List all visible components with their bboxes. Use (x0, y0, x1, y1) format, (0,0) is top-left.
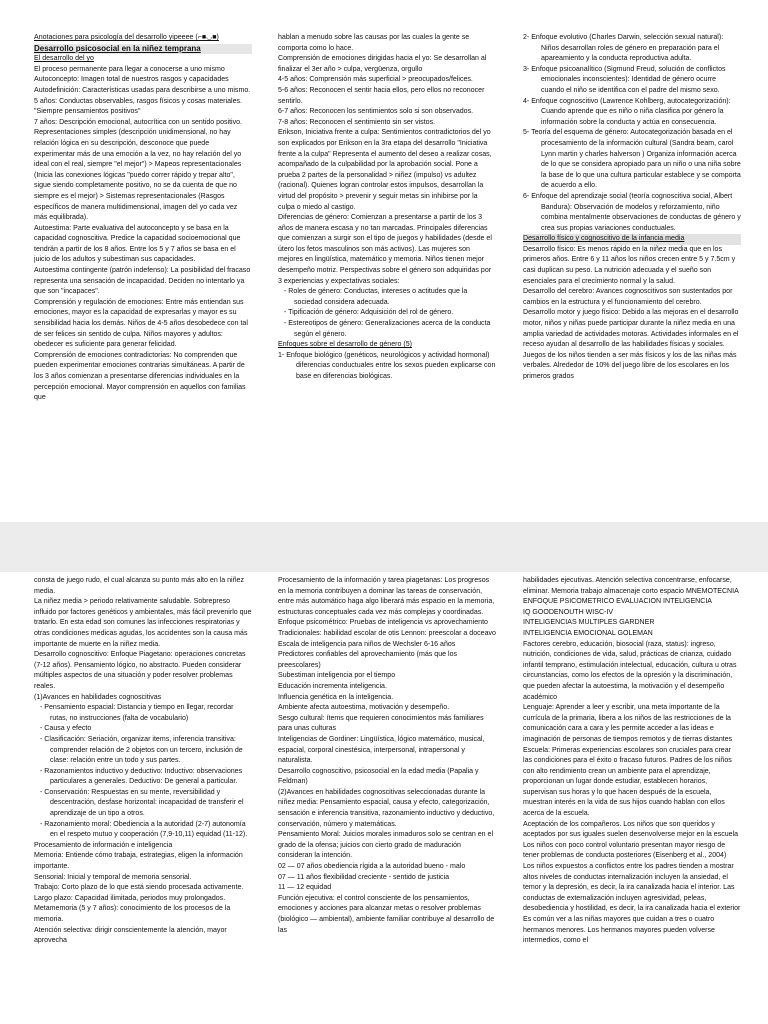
paragraph: INTELIGENCIAS MULTIPLES GARDNER (523, 619, 655, 627)
paragraph: 7-8 años: Reconocen el sentimiento sin ser vistos. (278, 118, 436, 126)
paragraph: Autoestima: Parte evaluativa del autoconcepto y se basa en la capacidad cognoscitiva. Predice la capacidad socioemocional que tendrán a partir de los 8 años. Entre los 5 y 7 años se basa en el juicio de los adultos y subestiman sus capacidades. (34, 224, 241, 264)
paragraph: Desarrollo físico y cognoscitivo de la infancia media (523, 234, 741, 245)
paragraph: Aceptación de los compañeros. Los niños que son queridos y aceptados por sus iguales suelen desenvolverse mejor en la escuela (523, 820, 739, 839)
paragraph: - Clasificación: Seriación, organizar items, inferencia transitiva: comprender relación de 2 objetos con un tercero, inclusión de clase: relación entre un todo y sus partes. (40, 735, 243, 765)
paragraph: 2- Enfoque evolutivo (Charles Darwin, selección sexual natural): Niños desarrollan roles de género en preparación para el apareamiento y la conducta reproductiva adulta. (523, 34, 724, 63)
paragraph: Influencia genética en la inteligencia. (278, 693, 394, 701)
paragraph: 07 — 11 años flexibilidad creciente - sentido de justicia (278, 873, 450, 881)
paragraph: 6-7 años: Reconocen los sentimientos solo si son observados. (278, 108, 474, 116)
paragraph: 11 — 12 equidad (278, 884, 332, 892)
paragraph: 4- Enfoque cognoscitivo (Lawrence Kohlberg, autocategorización): Cuando aprende que es niño o niña clasifica por género la información sobre la conducta y actúa en consecuencia. (523, 97, 731, 126)
paragraph: consta de juego rudo, el cual alcanza su punto más alto en la niñez media. (34, 577, 244, 595)
paragraph: El desarrollo del yo (34, 55, 94, 63)
paragraph: 5 años: Conductas observables, rasgos físicos y cosas materiales. "Siempre pensamientos positivos" (34, 97, 242, 116)
paragraph: Comprensión de emociones dirigidas hacia el yo: Se desarrollan al finalizar el 3er año > culpa, vergüenza, orgullo (278, 55, 487, 73)
paragraph: Largo plazo: Capacidad ilimitada, periodos muy prolongados. (34, 894, 226, 902)
paragraph: Comprensión y regulación de emociones: Entre más entiendan sus emociones, mayor es la capacidad de expresarlas y mayor es su sensibilidad hacia los demás. Niños de 4-5 años desobedece con tal de ser felices sin sentido de culpa. Niños mayores y adultos: obedecer es suficiente para generar felicidad. (34, 298, 248, 349)
paragraph: La niñez media > periodo relativamente saludable. Sobrepreso influido por factores genéticos y ambientales, más fácil prevenirlo que tratarlo. En esta edad son comunes las infecciones respiratorias y otras condiciones medicas agudas, los accidentes son la causa más importante de muerte en la niñez media. (34, 598, 252, 648)
paragraph: hablan a menudo sobre las causas por las cuales la gente se comporta como lo hace. (278, 34, 470, 52)
paragraph: IQ GOODENOUTH WISC-IV (523, 608, 614, 616)
paragraph: Factores cerebro, educación, biosocial (raza, status): ingreso, nutrición, condiciones de vida, salud, prácticas de crianza, cuidado infantil temprano, estimulación intelectual, educación, cultura u otras circunstancias, como los efectos de la opresión y la discriminación, que pueden afectar la autoestima, la motivación y el desempeño académico (523, 640, 737, 701)
paragraph: Enfoques sobre el desarrollo de género (5) (278, 341, 412, 349)
page2-column-3 (523, 576, 741, 1024)
paragraph: Trabajo: Corto plazo de lo que está siendo procesada activamente. (34, 884, 244, 892)
paragraph: Escuela: Primeras experiencias escolares son cruciales para crear las condiciones para el éxito o fracaso futuros. Padres de los niños con alto rendimiento crean un ambiente para el aprendizaje, proporcionan un lugar donde estudiar, establecen horarios, supervisan sus horas y lo que hacen después de la escuela, muestran interés en la vida de sus hijos cuando hablan con ellos acerca de la escuela. (523, 746, 732, 818)
paragraph: Lenguaje: Aprender a leer y escribir, una meta importante de la currícula de la primaria, libera a los niños de las restricciones de la comunicación cara a cara y les permite acceder a las ideas e imaginación de personas de tiempos remotos y de tierras distantes (523, 704, 733, 743)
paragraph: habilidades ejecutivas. Atención selectiva concentrarse, enfocarse, eliminar. Memoria trabajo almacenaje corto espacio MNEMOTECNIA (523, 577, 739, 595)
page2-column-2 (278, 576, 496, 1024)
paragraph: Pensamiento Moral: Juicios morales inmaduros solo se centran en el grado de la ofensa; juicios con cierto grado de maduración consideran la intención. (278, 831, 494, 860)
paragraph: Función ejecutiva: el control consciente de los pensamientos, emociones y acciones para alcanzar metas o resolver problemas (biológico — ambiental), ambiente familiar contribuye al desarrollo de las (278, 894, 495, 934)
paragraph: 4-5 años: Comprensión más superficial > preocupados/felices. (278, 76, 473, 84)
paragraph: Los niños expuestos a conflictos entre los padres tienden a mostrar altos niveles de conductas internalización incluyen la ansiedad, el temor y la depresión, es decir, la ira canalizada hacia el interior. Las conductas de externalización incluyen agresividad, peleas, desobediencia y hostilidad, es decir, la ira canalizada hacia el exterior (523, 863, 741, 913)
page2-column-1 (34, 576, 252, 1024)
paragraph: - Roles de género: Conductas, intereses o actitudes que la sociedad considera adecuada. (284, 288, 468, 306)
paragraph: Desarrollo del cerebro: Avances cognoscitivos son sustentados por cambios en la estructura y el funcionamiento del cerebro. (523, 288, 733, 306)
paragraph: - Estereotipos de género: Generalizaciones acerca de la conducta según el género. (284, 320, 491, 338)
paragraph: Tradicionales: habilidad escolar de otis Lennon: preescolar a doceavo (278, 629, 496, 637)
paragraph: Desarrollo cognoscitivo, psicosocial en la edad media (Papalia y Feldman) (278, 767, 479, 786)
paragraph: Desarrollo psicosocial en la niñez temprana (34, 44, 252, 55)
paragraph: - Conservación: Respuestas en su mente, reversibilidad y descentración, desfase horizontal: incapacidad de transferir el aprendizaje de un tipo a otros. (40, 788, 244, 818)
paragraph: Los niños con poco control voluntario presentan mayor riesgo de tener problemas de conducta posteriores (Eisenberg et al., 2004) (523, 841, 727, 860)
paragraph: Sensorial: Inicial y temporal de memoria sensorial. (34, 873, 192, 881)
paragraph: Desarrollo motor y juego físico: Debido a las mejoras en el desarrollo motor, niños y niñas puede participar durante la niñez media en una amplia variedad de actividades motoras. Actividades informales en el receso ayudan al desarrollo de las habilidades físicas y sociales. Juegos de los niños tienden a ser más físicos y los de las niñas más verbales. Alrededor de 10% del juego libre de los escolares en los primeros grados (523, 309, 739, 380)
paragraph: Erikson, Iniciativa frente a culpa: Sentimientos contradictorios del yo son explicados por Erikson en la 3ra etapa del desarrollo "Iniciativa frente a la culpa" Representa el aumento del deseo a realizar cosas, acompañado de la culpabilidad por la aprobación social. Pone a prueba 2 partes de la personalidad > niñez (impulso) vs adultez (racional). Quienes logran controlar estos impulsos, desarrollan la virtud del propósito > prevenir y seguir metas sin inhibirse por la culpa o miedo al castigo. (278, 129, 492, 211)
paragraph: Diferencias de género: Comienzan a presentarse a partir de los 3 años de manera escasa y no tan marcadas. Principales diferencias que comienzan a surgir son el tipo de juegos y habilidades (desde el útero los fetos masculinos son más activos). Las mujeres son mejores en lingüística, matemático y memoria. Niños tienen mejor desempeño motriz. Perspectivas sobre el género son adquiridas por 3 experiencias y expectativas sociales: (278, 214, 492, 285)
paragraph: El proceso permanente para llegar a conocerse a uno mismo (34, 65, 225, 73)
paragraph: Es común ver a las niñas mayores que cuidan a tres o cuatro hermanos menores. Los hermanos mayores pueden volverse intermedios, como el (523, 916, 715, 945)
paragraph: 6- Enfoque del aprendizaje social (teoría cognoscitiva social, Albert Bandura): Observación de modelos y reforzamiento, niño combina mentalmente observaciones de conductas de género y crea sus propias variaciones conductuales. (523, 192, 741, 232)
paragraph: Predictores confiables del aprovechamiento (más que los preescolares) (278, 651, 458, 669)
paragraph: Enfoque psicométrico: Pruebas de inteligencia vs aprovechamiento (278, 619, 488, 627)
paragraph: - Razonamientos inductivo y deductivo: Inductivo: observaciones particulares a generales. Deductivo: De general a particular. (40, 767, 243, 786)
paragraph: Desarrollo cognoscitivo: Enfoque Piagetano: operaciones concretas (7-12 años). Pensamiento lógico, no abstracto. Pueden considerar múltiples aspectos de una situación y poder resolver problemas reales. (34, 651, 246, 690)
paragraph: - Causa y efecto (40, 725, 92, 733)
paragraph: (1)Avances en habilidades cognoscitivas (34, 693, 162, 701)
paragraph: Inteligencias de Gordiner: Lingüística, lógico matemático, musical, espacial, corporal cinestésica, interpersonal, intrapersonal y naturalista. (278, 735, 485, 765)
paragraph: Procesamiento de la información y tarea piagetanas: Los progresos en la memoria contribuyen a dominar las tareas de conservación, entre más automático haga algo liberará más espacio en la memoria, estructuras conceptuales cada vez más complejas y coordinadas. (278, 577, 495, 616)
paragraph: Atención selectiva: dirigir conscientemente la atención, mayor aprovecha (34, 926, 227, 945)
paragraph: - Pensamiento espacial: Distancia y tiempo en llegar, recordar rutas, no instrucciones (falta de vocabulario) (40, 704, 234, 722)
paragraph: Procesamiento de información e inteligencia (34, 841, 173, 849)
paragraph: Autoestima contingente (patrón indefenso): La posibilidad del fracaso representa una sensación de incapacidad. Deciden no intentarlo ya que son "incapaces". (34, 267, 251, 296)
paragraph: ENFOQUE PSICOMETRICO EVALUACION INTELIGENCIA (523, 598, 712, 606)
paragraph: - Tipificación de género: Adquisición del rol de género. (284, 309, 454, 317)
paragraph: Autoconcepto: Imagen total de nuestros rasgos y capacidades (34, 76, 229, 84)
page1-column-1 (34, 33, 252, 518)
paragraph: Memoria: Entiende cómo trabaja, estrategias, eligen la información importante. (34, 852, 243, 871)
paragraph: Ambiente afecta autoestima, motivación y desempeño. (278, 704, 450, 712)
paragraph: Sesgo cultural: ítems que requieren conocimientos más familiares para unas culturas (278, 714, 484, 733)
paragraph: (2)Avances en habilidades cognoscitivas seleccionadas durante la niñez media: Pensamiento espacial, causa y efecto, categorización, sensación e inferencia transitiva, razonamiento inductivo y deductivo, conservación, número y matemáticas. (278, 788, 495, 828)
paragraph: 5-6 años: Reconocen el sentir hacia ellos, pero ellos no reconocer sentirlo. (278, 86, 485, 105)
paragraph: 7 años: Descripción emocional, autocrítica con un sentido positivo. (34, 118, 242, 126)
paragraph: Comprensión de emociones contradictorias: No comprenden que pueden experimentar emociones contrarias simultáneas. A partir de los 3 años comienzan a presentarse diferencias individuales en la percepción emocional. Mayor comprensión en aquellos con familias que (34, 351, 246, 402)
page1-column-2 (278, 33, 496, 518)
paragraph: 02 — 07 años obediencia rígida a la autoridad bueno - malo (278, 863, 466, 871)
paragraph: Educación incrementa inteligencia. (278, 682, 387, 690)
paragraph: Anotaciones para psicología del desarrollo yipeeee (⌐■◡■) (34, 34, 219, 41)
paragraph: Representaciones simples (descripción unidimensional, no hay relación lógica en su descripción, desconoce que puede experimentar más de una emoción a la vez, no hay relación del yo ideal con el real, siempre "el mejor") > Mapeos representacionales (Inicia las conexiones lógicas "puedo correr rápido y trepar alto", sigue siendo completamente positivo, no se da cuenta de que no siempre es el mejor) > Sistemas representacionales (Rasgos específicos de manera multidimensional, imagen del yo cada vez más equilibrada). (34, 129, 242, 222)
paragraph: Metamemoria (5 y 7 años): conocimiento de los procesos de la memoria. (34, 905, 231, 923)
paragraph: Desarrollo físico: Es menos rápido en la niñez media que en los primeros años. Entre 6 y 11 años los niños crecen entre 5 y 7.5cm y casi duplican su peso. La nutrición adecuada y el sueño son esenciales para el crecimiento normal y la salud. (523, 245, 736, 285)
paragraph: Escala de inteligencia para niños de Wechsler 6-16 años (278, 640, 456, 648)
page1-column-3 (523, 33, 741, 518)
paragraph: INTELIGENCIA EMOCIONAL GOLEMAN (523, 629, 653, 637)
paragraph: 5- Teoría del esquema de género: Autocategorización basada en el procesamiento de la información cultural (Sandra beam, carol Lynn martin y charles halverson ) Organiza información acerca de lo que se considera apropiado para un niño o una niña sobre la base de lo que una cultura particular establece y se comporta de acuerdo a ello. (523, 129, 741, 190)
paragraph: - Razonamiento moral: Obediencia a la autoridad (2-7) autonomía en el respeto mutuo y cooperación (7,9-10,11) equidad (11-12). (40, 820, 248, 839)
paragraph: Subestiman inteligencia por el tiempo (278, 672, 396, 680)
paragraph: 1- Enfoque biológico (genéticos, neurológicos y actividad hormonal) diferencias conductuales entre los sexos pueden explicarse con base en diferencias biológicas. (278, 351, 496, 380)
page-2 (0, 572, 768, 1024)
paragraph: Autodefinición: Características usadas para describirse a uno mismo. (34, 86, 251, 94)
paragraph: 3- Enfoque psicoanalítico (Sigmund Freud, solución de conflictos emocionales inconscientes): Identidad de género ocurre cuando el niño se identifica con el padre del mismo sexo. (523, 65, 726, 94)
